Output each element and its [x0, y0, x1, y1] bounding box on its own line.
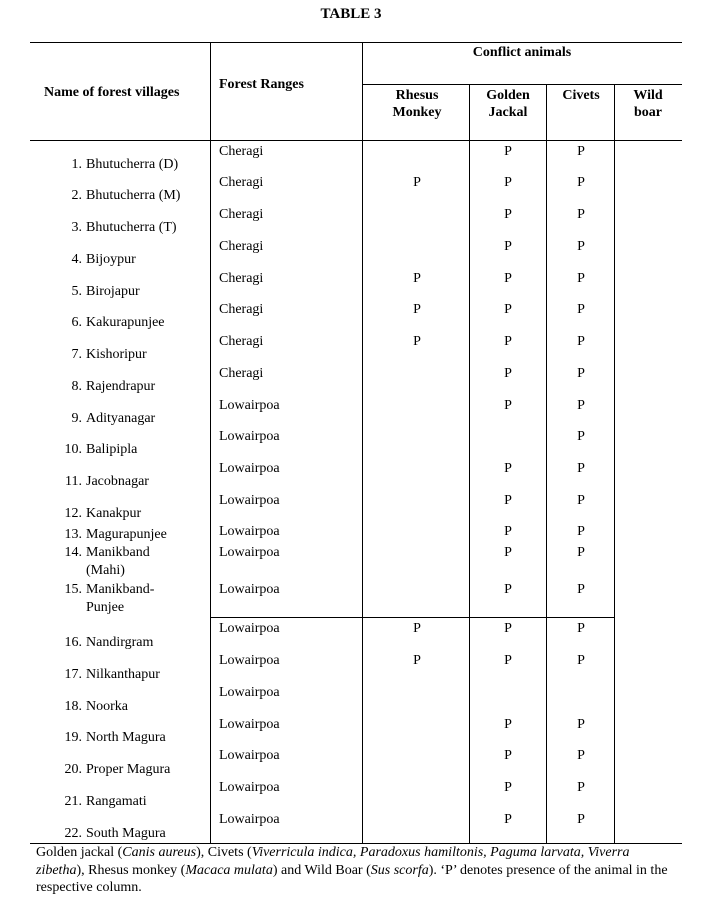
presence-mark-civets: P: [577, 334, 585, 349]
presence-mark-civets: P: [577, 812, 585, 827]
row-number: 16.: [64, 635, 82, 650]
presence-mark-jackal: P: [504, 582, 512, 597]
presence-mark-jackal: P: [504, 493, 512, 508]
presence-mark-civets: P: [577, 582, 585, 597]
row-number: 6.: [71, 315, 82, 330]
village-name: Manikband-Punjee: [86, 582, 155, 615]
header-rhesus-monkey: Rhesus Monkey: [392, 88, 442, 120]
village-name: Bhutucherra (M): [86, 188, 181, 203]
presence-mark-jackal: P: [504, 144, 512, 159]
row-number: 7.: [71, 347, 82, 362]
village-name: Nilkanthapur: [86, 667, 160, 682]
header-village: Name of forest villages: [44, 85, 180, 100]
presence-mark-jackal: P: [504, 334, 512, 349]
col-divider-jackal: [546, 84, 547, 843]
presence-mark-rhesus: P: [413, 621, 421, 636]
row-number: 2.: [71, 188, 82, 203]
forest-range: Lowairpoa: [219, 780, 280, 795]
header-golden-jackal: Golden Jackal: [486, 88, 530, 120]
row-number: 21.: [64, 794, 82, 809]
row-number: 11.: [65, 474, 82, 489]
header-wild-boar: Wild boar: [633, 88, 663, 120]
forest-range: Lowairpoa: [219, 545, 280, 560]
header-civets: Civets: [562, 88, 600, 103]
forest-range: Lowairpoa: [219, 461, 280, 476]
presence-mark-civets: P: [577, 144, 585, 159]
presence-mark-civets: P: [577, 366, 585, 381]
village-name: Rangamati: [86, 794, 147, 809]
footnote-text: ) and Wild Boar (: [272, 862, 371, 878]
village-name: Kishoripur: [86, 347, 147, 362]
presence-mark-jackal: P: [504, 812, 512, 827]
presence-mark-civets: P: [577, 493, 585, 508]
row-number: 4.: [71, 252, 82, 267]
presence-mark-jackal: P: [504, 653, 512, 668]
row-number: 18.: [64, 699, 82, 714]
header-bottom-rule: [30, 140, 682, 141]
forest-range: Lowairpoa: [219, 582, 280, 597]
row-number: 13.: [64, 527, 82, 542]
presence-mark-jackal: P: [504, 780, 512, 795]
presence-mark-jackal: P: [504, 175, 512, 190]
presence-mark-civets: P: [577, 748, 585, 763]
presence-mark-jackal: P: [504, 545, 512, 560]
presence-mark-rhesus: P: [413, 334, 421, 349]
presence-mark-civets: P: [577, 717, 585, 732]
presence-mark-rhesus: P: [413, 302, 421, 317]
village-name: Bhutucherra (D): [86, 157, 179, 172]
row-number: 5.: [71, 284, 82, 299]
presence-mark-civets: P: [577, 239, 585, 254]
presence-mark-rhesus: P: [413, 271, 421, 286]
village-name: Nandirgram: [86, 635, 154, 650]
header-range: Forest Ranges: [219, 77, 304, 92]
row-number: 3.: [71, 220, 82, 235]
presence-mark-jackal: P: [504, 207, 512, 222]
presence-mark-jackal: P: [504, 239, 512, 254]
forest-range: Lowairpoa: [219, 429, 280, 444]
presence-mark-jackal: P: [504, 621, 512, 636]
forest-range: Lowairpoa: [219, 621, 280, 636]
village-name: Birojapur: [86, 284, 140, 299]
forest-range: Lowairpoa: [219, 398, 280, 413]
col-divider-civets: [614, 84, 615, 843]
forest-range: Lowairpoa: [219, 717, 280, 732]
presence-mark-jackal: P: [504, 302, 512, 317]
village-name: Rajendrapur: [86, 379, 156, 394]
footnote-text: Golden jackal (: [36, 845, 123, 860]
footnote-species: Sus scorfa: [370, 862, 429, 878]
presence-mark-civets: P: [577, 545, 585, 560]
footnote-species: Macaca mulata: [185, 862, 273, 878]
presence-mark-jackal: P: [504, 748, 512, 763]
footnote-species: Viverricula indica, Paradoxus hamiltonis, Paguma larvata, Viverra zibetha: [36, 845, 630, 878]
presence-mark-civets: P: [577, 524, 585, 539]
forest-range: Cheragi: [219, 271, 264, 286]
forest-range: Cheragi: [219, 334, 264, 349]
row-number: 10.: [64, 442, 82, 457]
col-divider-range: [362, 42, 363, 843]
village-name: Jacobnagar: [86, 474, 149, 489]
forest-range: Lowairpoa: [219, 653, 280, 668]
group-divider-rule: [210, 617, 614, 618]
col-divider-rhesus: [469, 84, 470, 843]
row-number: 20.: [64, 762, 82, 777]
footnote-species: Canis aureus: [122, 845, 197, 860]
forest-range: Cheragi: [219, 366, 264, 381]
forest-range: Cheragi: [219, 144, 264, 159]
village-name: North Magura: [86, 730, 166, 745]
village-name: South Magura: [86, 826, 166, 841]
row-number: 8.: [71, 379, 82, 394]
forest-range: Lowairpoa: [219, 493, 280, 508]
forest-range: Lowairpoa: [219, 685, 280, 700]
village-name: Adityanagar: [86, 411, 156, 426]
village-name: Magurapunjee: [86, 527, 167, 542]
forest-range: Lowairpoa: [219, 748, 280, 763]
presence-mark-jackal: P: [504, 366, 512, 381]
col-divider-village: [210, 42, 211, 843]
row-number: 12.: [64, 506, 82, 521]
header-conflict-animals: Conflict animals: [472, 45, 572, 60]
forest-range: Cheragi: [219, 239, 264, 254]
presence-mark-jackal: P: [504, 461, 512, 476]
presence-mark-civets: P: [577, 621, 585, 636]
forest-range: Lowairpoa: [219, 812, 280, 827]
presence-mark-civets: P: [577, 271, 585, 286]
forest-range: Lowairpoa: [219, 524, 280, 539]
row-number: 19.: [64, 730, 82, 745]
presence-mark-civets: P: [577, 653, 585, 668]
village-name: Manikband (Mahi): [86, 545, 150, 578]
presence-mark-civets: P: [577, 207, 585, 222]
village-name: Balipipla: [86, 442, 138, 457]
row-number: 15.: [64, 582, 82, 597]
presence-mark-civets: P: [577, 429, 585, 444]
presence-mark-jackal: P: [504, 398, 512, 413]
village-name: Noorka: [86, 699, 128, 714]
presence-mark-jackal: P: [504, 717, 512, 732]
presence-mark-jackal: P: [504, 271, 512, 286]
footnote-text: ), Civets (: [196, 845, 252, 860]
row-number: 17.: [64, 667, 82, 682]
presence-mark-rhesus: P: [413, 175, 421, 190]
presence-mark-civets: P: [577, 461, 585, 476]
conflict-animals-rule: [362, 84, 682, 85]
row-number: 14.: [64, 545, 82, 560]
village-name: Kanakpur: [86, 506, 142, 521]
village-name: Kakurapunjee: [86, 315, 165, 330]
forest-range: Cheragi: [219, 302, 264, 317]
presence-mark-jackal: P: [504, 524, 512, 539]
row-number: 9.: [71, 411, 82, 426]
village-name: Bijoypur: [86, 252, 136, 267]
table-footnote: [36, 844, 676, 897]
footnote-text: ). ‘P’ denotes presence of the animal in the respective column.: [36, 862, 668, 895]
village-name: Bhutucherra (T): [86, 220, 177, 235]
village-name: Proper Magura: [86, 762, 171, 777]
row-number: 22.: [64, 826, 82, 841]
table-top-rule: [30, 42, 682, 43]
row-number: 1.: [71, 157, 82, 172]
table-title: TABLE 3: [320, 6, 382, 22]
presence-mark-rhesus: P: [413, 653, 421, 668]
presence-mark-civets: P: [577, 780, 585, 795]
presence-mark-civets: P: [577, 175, 585, 190]
presence-mark-civets: P: [577, 398, 585, 413]
forest-range: Cheragi: [219, 207, 264, 222]
forest-range: Cheragi: [219, 175, 264, 190]
presence-mark-civets: P: [577, 302, 585, 317]
footnote-text: ), Rhesus monkey (: [76, 862, 186, 878]
